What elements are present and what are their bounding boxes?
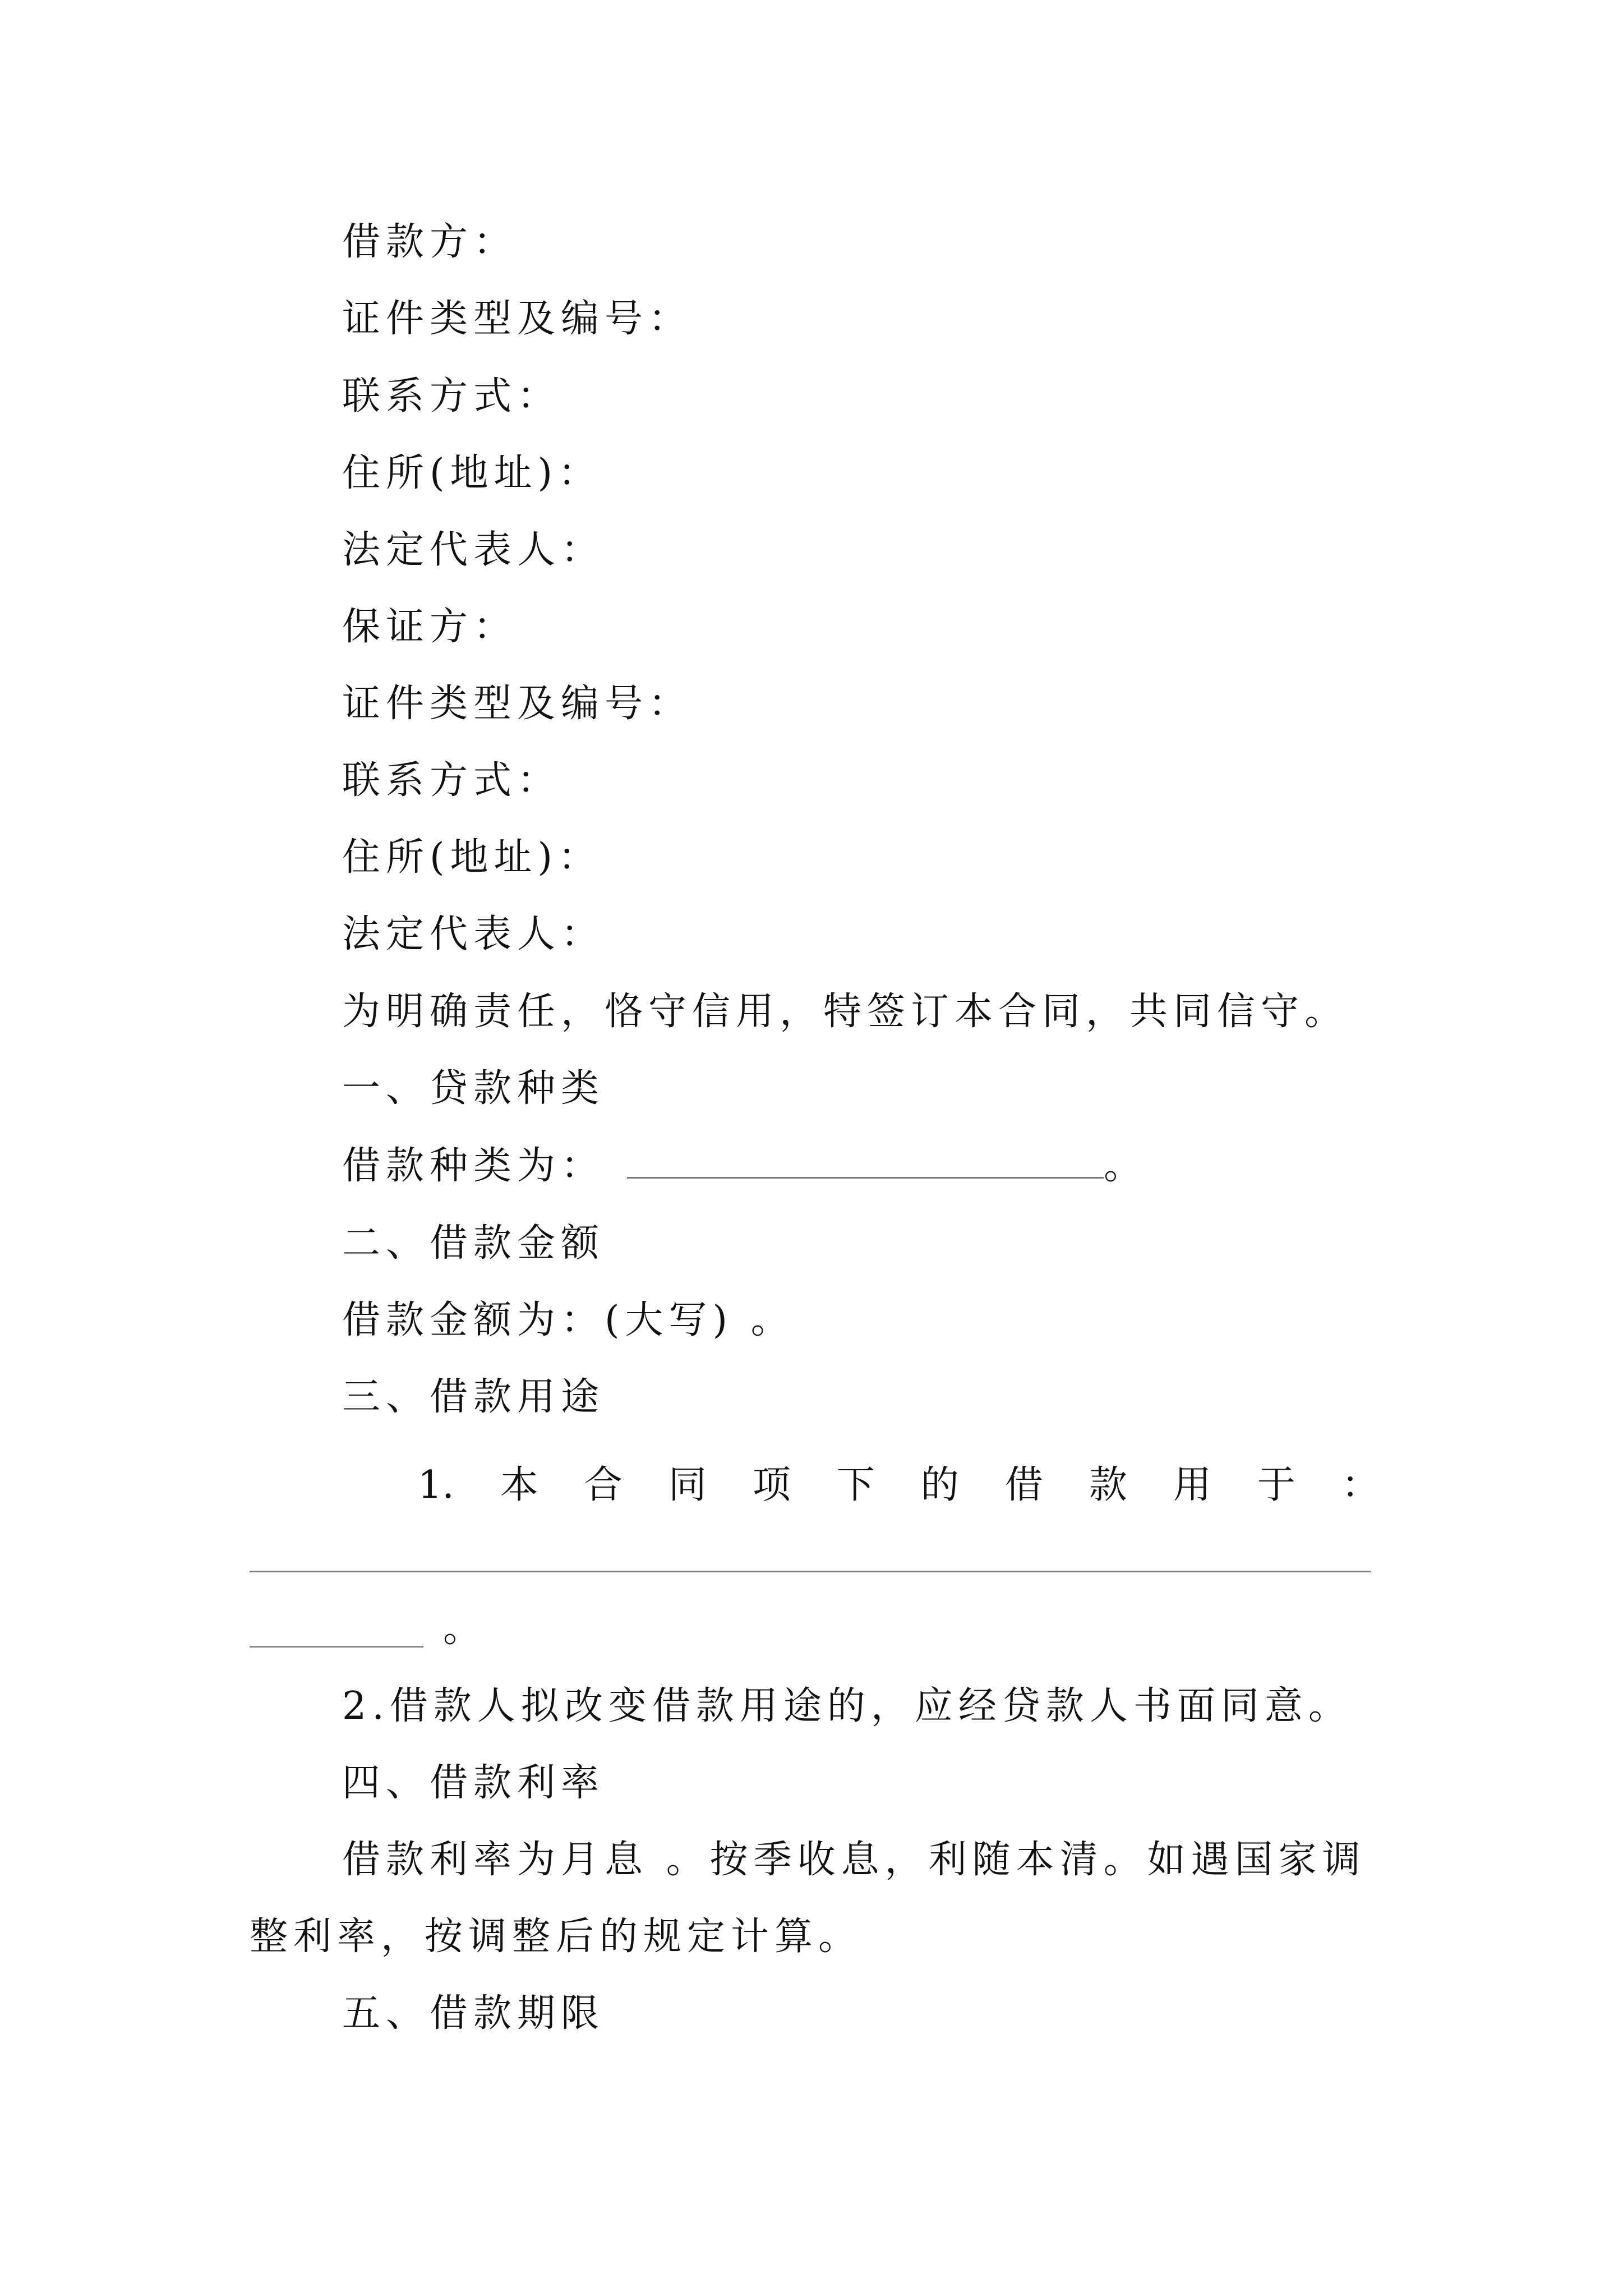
loan-type-blank [627, 1172, 1104, 1179]
borrower-id-label: 证件类型及编号： [342, 297, 693, 341]
item-1-char: 款 [1089, 1463, 1127, 1507]
section-3-item-1 [418, 1463, 1380, 1507]
item-1-char: 于 [1257, 1463, 1295, 1507]
item-1-char: 的 [920, 1463, 959, 1507]
loan-type-end: 。 [1104, 1144, 1148, 1188]
section-5-heading: 五、借款期限 [342, 1991, 605, 2036]
item-1-char: 本 [500, 1463, 538, 1507]
guarantor-address-label: 住所(地址)： [342, 835, 602, 880]
guarantor-id-label: 证件类型及编号： [342, 682, 693, 726]
item-1-char: 用 [1173, 1463, 1211, 1507]
guarantor-representative-label: 法定代表人： [342, 912, 605, 956]
item-1-char: 借 [1004, 1463, 1043, 1507]
section-4-heading: 四、借款利率 [342, 1761, 605, 1805]
item-1-char: ： [1341, 1463, 1380, 1507]
preamble: 为明确责任，恪守信用，特签订本合同，共同信守。 [342, 990, 1349, 1034]
item-1-char: 1. [418, 1463, 454, 1507]
section-3-item-2: 2.借款人拟改变借款用途的，应经贷款人书面同意。 [342, 1684, 1352, 1728]
purpose-end: 。 [443, 1607, 487, 1651]
section-1-heading: 一、贷款种类 [342, 1066, 605, 1111]
loan-type-label: 借款种类为： [342, 1144, 605, 1188]
guarantor-contact-label: 联系方式： [342, 758, 561, 803]
borrower-address-label: 住所(地址)： [342, 451, 602, 495]
section-1-text [342, 1144, 1148, 1188]
item-1-char: 项 [752, 1463, 791, 1507]
borrower-party-label: 借款方： [342, 220, 518, 264]
guarantor-party-label: 保证方： [342, 605, 518, 649]
section-4-text-line-2: 整利率，按调整后的规定计算。 [250, 1915, 863, 1959]
item-1-char: 合 [584, 1463, 623, 1507]
purpose-blank-line [250, 1571, 1371, 1572]
section-2-heading: 二、借款金额 [342, 1221, 605, 1266]
item-1-char: 下 [836, 1463, 875, 1507]
section-2-text: 借款金额为：(大写) 。 [342, 1298, 795, 1342]
section-3-heading: 三、借款用途 [342, 1375, 605, 1419]
borrower-contact-label: 联系方式： [342, 374, 561, 418]
borrower-representative-label: 法定代表人： [342, 528, 605, 572]
item-1-char: 同 [668, 1463, 707, 1507]
section-4-text-line-1: 借款利率为月息 。按季收息，利随本清。如遇国家调 [342, 1838, 1366, 1882]
purpose-blank-short [250, 1646, 423, 1648]
